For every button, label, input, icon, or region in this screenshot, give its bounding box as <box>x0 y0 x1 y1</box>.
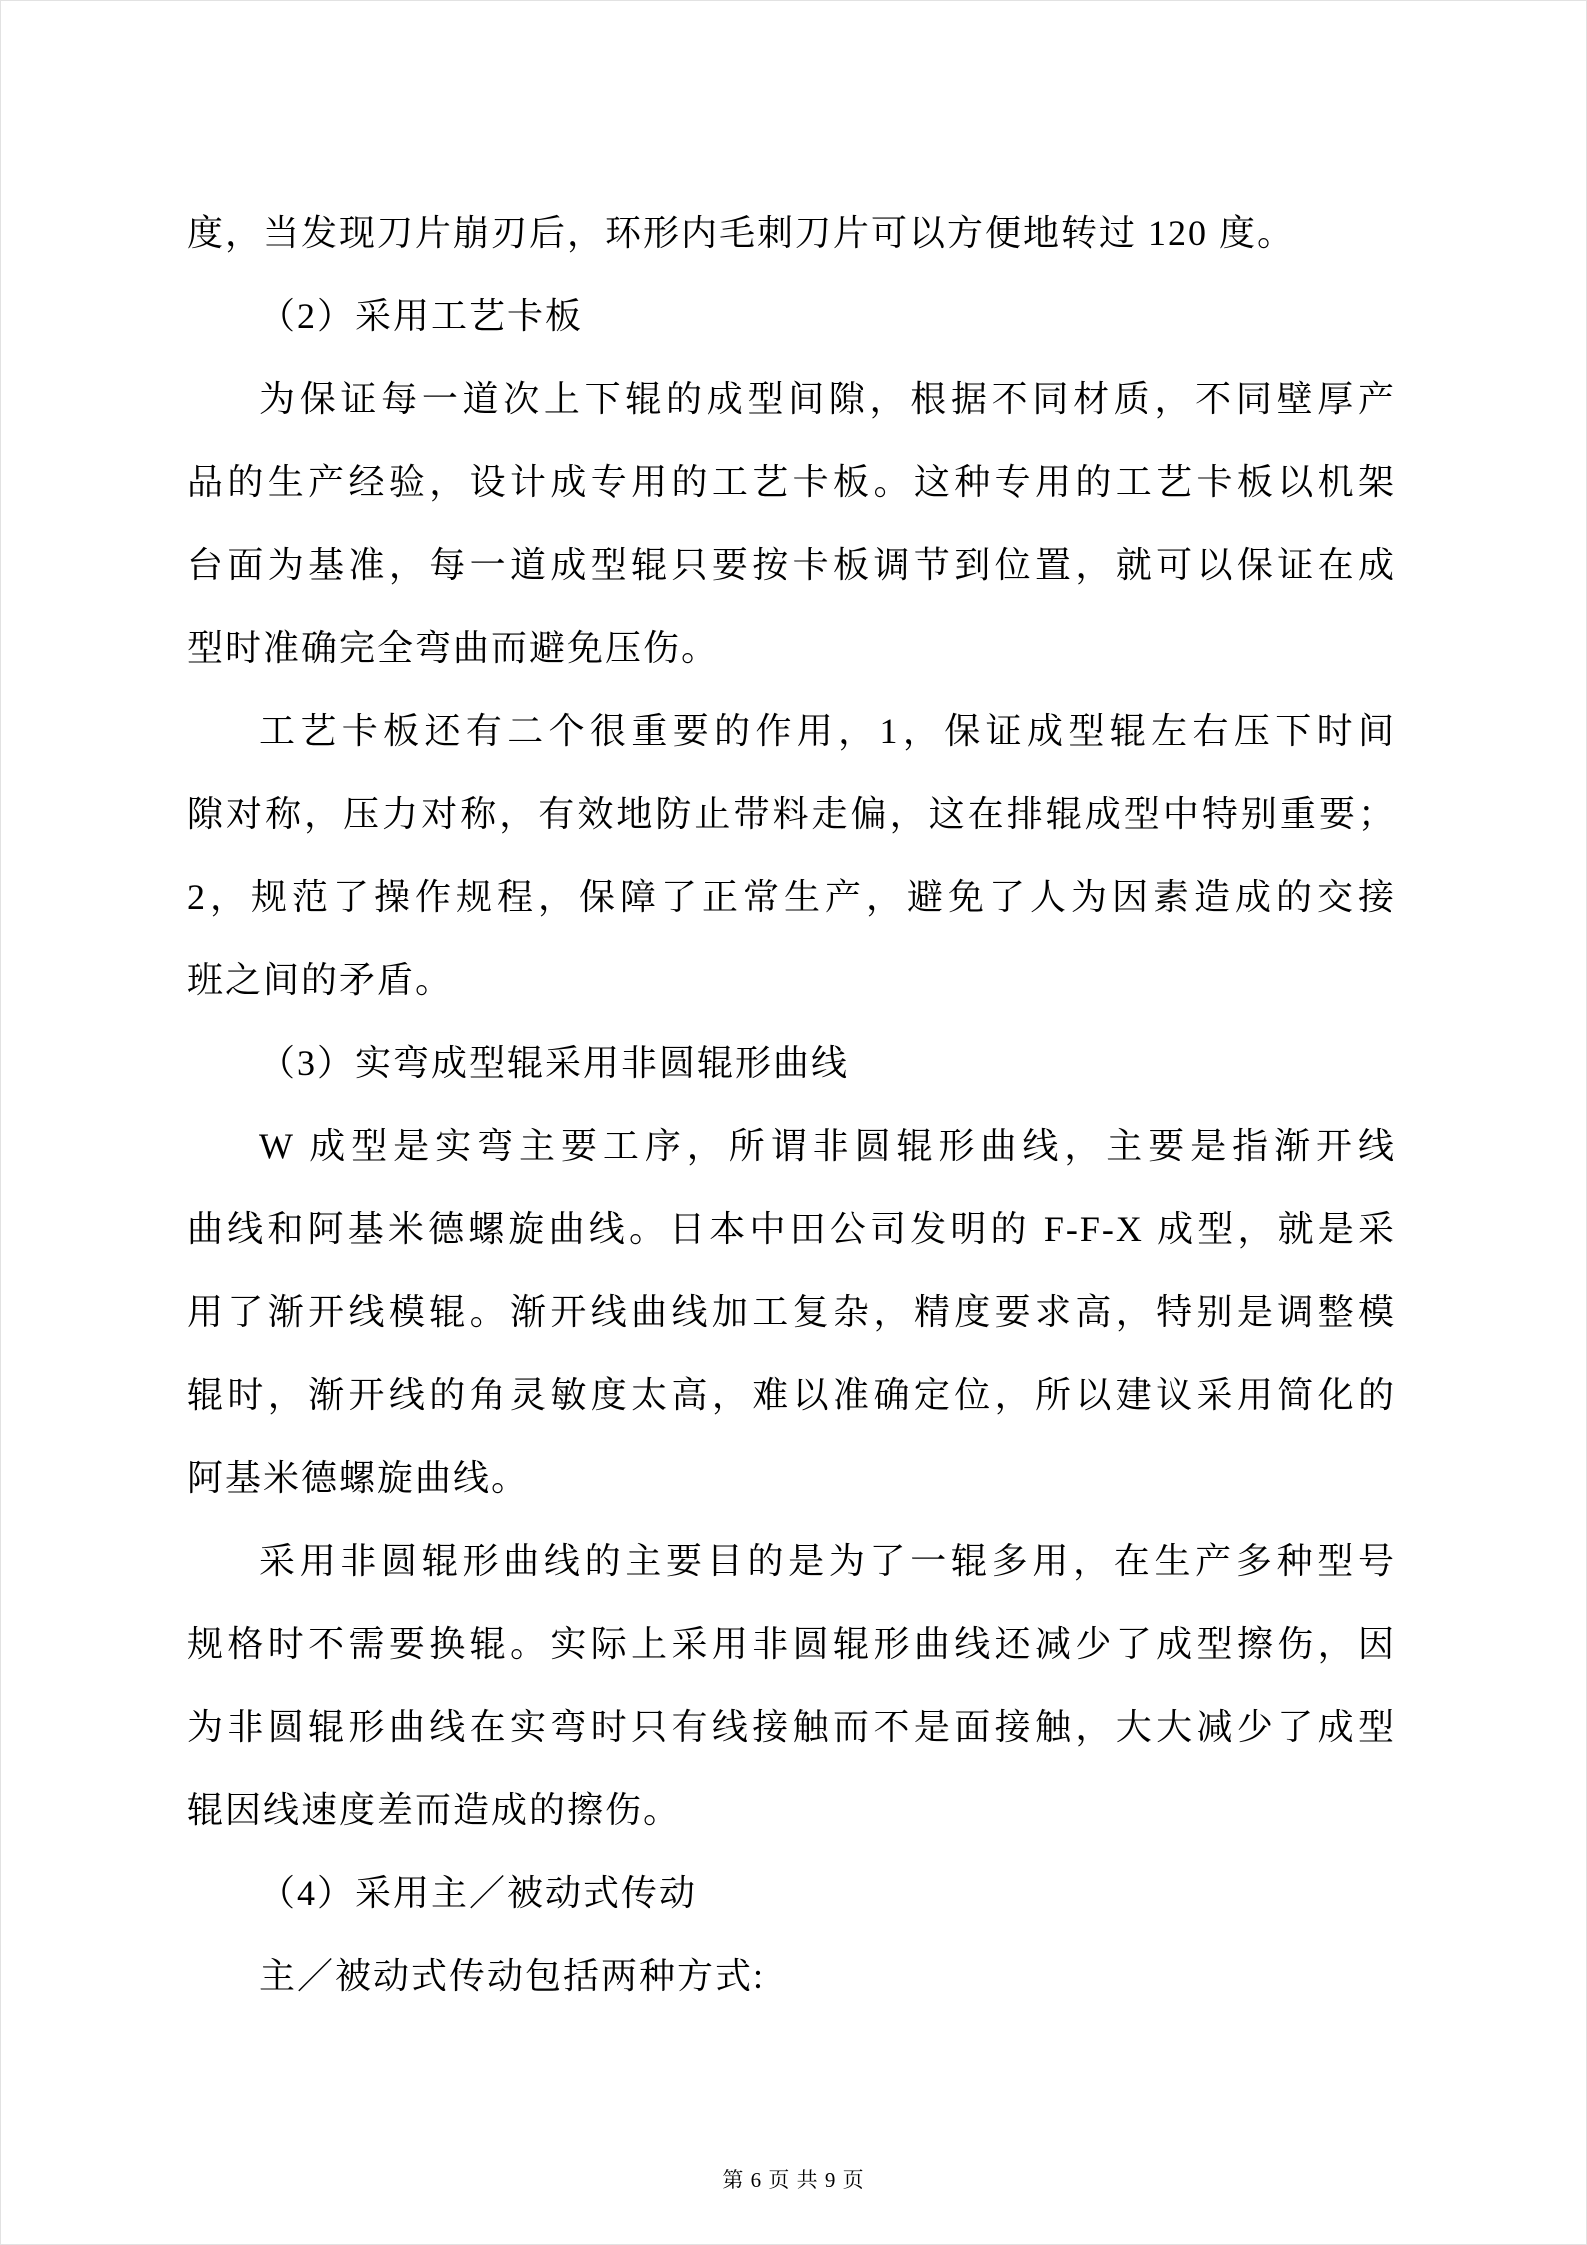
text-line: 2，规范了操作规程，保障了正常生产，避免了人为因素造成的交接 <box>187 877 1396 917</box>
text-line: 曲线和阿基米德螺旋曲线。日本中田公司发明的 F-F-X 成型，就是采 <box>187 1209 1396 1249</box>
text-line-heading: （4）采用主／被动式传动 <box>259 1873 698 1913</box>
document-body <box>187 192 1396 2018</box>
text-line: 度，当发现刀片崩刃后，环形内毛刺刀片可以方便地转过 120 度。 <box>187 213 1296 253</box>
text-line: 用了渐开线模辊。渐开线曲线加工复杂，精度要求高，特别是调整模 <box>187 1292 1396 1332</box>
page-footer: 第 6 页 共 9 页 <box>722 2168 865 2192</box>
text-line: 辊因线速度差而造成的擦伤。 <box>187 1790 682 1830</box>
text-line-heading: （2）采用工艺卡板 <box>259 296 584 336</box>
text-line: 品的生产经验，设计成专用的工艺卡板。这种专用的工艺卡板以机架 <box>187 462 1396 502</box>
text-line: 阿基米德螺旋曲线。 <box>187 1458 530 1498</box>
text-line: 为非圆辊形曲线在实弯时只有线接触而不是面接触，大大减少了成型 <box>187 1707 1396 1747</box>
text-line: 主／被动式传动包括两种方式: <box>259 1956 766 1996</box>
text-line: 辊时，渐开线的角灵敏度太高，难以准确定位，所以建议采用简化的 <box>187 1375 1396 1415</box>
text-line-heading: （3）实弯成型辊采用非圆辊形曲线 <box>259 1043 850 1083</box>
text-line: 采用非圆辊形曲线的主要目的是为了一辊多用，在生产多种型号 <box>259 1541 1396 1581</box>
text-line: 型时准确完全弯曲而避免压伤。 <box>187 628 720 668</box>
text-line: 台面为基准，每一道成型辊只要按卡板调节到位置，就可以保证在成 <box>187 545 1396 585</box>
text-line: 隙对称，压力对称，有效地防止带料走偏，这在排辊成型中特别重要； <box>187 794 1396 834</box>
text-line: 工艺卡板还有二个很重要的作用，1，保证成型辊左右压下时间 <box>259 711 1396 751</box>
text-line: 规格时不需要换辊。实际上采用非圆辊形曲线还减少了成型擦伤，因 <box>187 1624 1396 1664</box>
text-line: W 成型是实弯主要工序，所谓非圆辊形曲线，主要是指渐开线 <box>259 1126 1396 1166</box>
text-line: 为保证每一道次上下辊的成型间隙，根据不同材质，不同壁厚产 <box>259 379 1396 419</box>
text-line: 班之间的矛盾。 <box>187 960 454 1000</box>
